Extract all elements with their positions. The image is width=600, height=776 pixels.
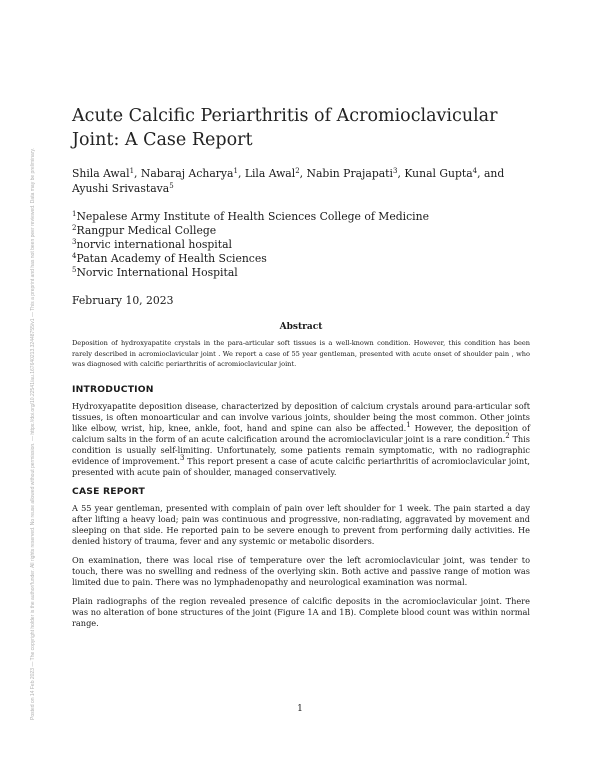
abstract-heading: Abstract <box>279 322 323 332</box>
paper-content <box>72 104 530 637</box>
affiliation-text: norvic international hospital <box>76 238 232 251</box>
affiliation <box>72 266 530 280</box>
affiliation <box>72 238 530 252</box>
affiliation-text: Patan Academy of Health Sciences <box>76 252 267 265</box>
affiliation-list <box>72 210 530 280</box>
affiliation <box>72 252 530 266</box>
paper-title: Acute Calcific Periarthritis of Acromioclavicular Joint: A Case Report <box>72 106 498 150</box>
intro-text: Hydroxyapatite deposition disease, characterized by deposition of calcium crystals around para-articular soft tissues, is often monoarticular and can involve various joints, shoulder being the most common. Other joints like elbow, wrist, hip, knee, ankle, foot, hand and spine can also be affected. <box>72 400 530 433</box>
affiliation-sup: 4 <box>72 252 77 260</box>
affiliation-sup: 5 <box>72 266 77 274</box>
author: Shila Awal <box>72 167 130 180</box>
intro-paragraph <box>72 401 530 478</box>
intro-text: However, the deposition of calcium salts in the form of an acute calcification around the acromioclavicular joint is a rare condition. <box>72 422 530 444</box>
author: Nabaraj Acharya <box>140 167 234 180</box>
affiliation-text: Rangpur Medical College <box>76 224 217 237</box>
affiliation-text: Norvic International Hospital <box>76 266 238 279</box>
publication-date: February 10, 2023 <box>72 294 174 307</box>
section-heading-introduction: INTRODUCTION <box>72 383 154 395</box>
author-sup: 5 <box>169 182 174 190</box>
affiliation-sup: 2 <box>72 224 77 232</box>
author-sup: 1 <box>129 167 135 175</box>
author: Lila Awal <box>244 167 296 180</box>
affiliation <box>72 210 530 224</box>
author: Ayushi Srivastava <box>72 182 170 195</box>
page-number: 1 <box>297 704 303 714</box>
author-sup: 4 <box>472 167 478 175</box>
author-sup: 1 <box>233 167 238 175</box>
author-sup: 2 <box>295 167 300 175</box>
affiliation-sup: 1 <box>72 210 77 218</box>
affiliation <box>72 224 530 238</box>
intro-text: This report present a case of acute calcific periarthritis of acromioclavicular joint, presented with acute pain of shoulder, managed conservatively. <box>72 455 530 477</box>
case-paragraph: Plain radiographs of the region revealed presence of calcific deposits in the acromioclavicular joint. There was no alteration of bone structures of the joint (Figure 1A and 1B). Complete blood count was within normal range. <box>72 595 530 628</box>
citation-sup: 1 <box>406 420 411 429</box>
affiliation-sup: 3 <box>72 238 77 246</box>
citation-sup: 2 <box>505 431 510 440</box>
author: Kunal Gupta <box>404 167 473 180</box>
citation-sup: 3 <box>180 453 185 462</box>
preprint-sidebar-text: Posted on 14 Feb 2023 — The copyright holder is the author/funder. All rights reserved. No reuse allowed without permission. — https://doi.org/10.22541/au.167640213.32448755/v1 — This a preprint and has not been peer reviewed. Data may be preliminary. <box>30 147 36 720</box>
case-paragraph: On examination, there was local rise of temperature over the left acromioclavicular joint, was tender to touch, there was no swelling and redness of the overlying skin. Both active and passive range of motion was limited due to pain. There was no lymphadenopathy and neurological examination was normal. <box>72 554 530 587</box>
section-heading-case-report: CASE REPORT <box>72 485 145 497</box>
intro-text: This condition is usually self-limiting. Unfortunately, some patients remain symptomatic, with no radiographic evidence of improvement. <box>72 433 530 466</box>
author-sup: 3 <box>392 167 398 175</box>
abstract-body: Deposition of hydroxyapatite crystals in the para-articular soft tissues is a well-known condition. However, this condition has been rarely described in acromioclavicular joint . We report a case of 55 year gentleman, presented with acute onset of shoulder pain , who was diagnosed with calcific periarthritis of acromioclavicular joint. <box>72 339 530 368</box>
author: Nabin Prajapati <box>306 167 393 180</box>
affiliation-text: Nepalese Army Institute of Health Sciences College of Medicine <box>76 210 429 223</box>
author-list: Shila Awal$^1$, Nabaraj Acharya$^1$, Lila Awal$^2$, Nabin Prajapati$^3$, Kunal Gupta$^4$, and Ayushi Srivastava$^5$ <box>72 167 505 195</box>
case-paragraph: A 55 year gentleman, presented with complain of pain over left shoulder for 1 week. The pain started a day after lifting a heavy load; pain was continuous and progressive, non-radiating, aggravated by movement and sleeping on that side. He reported pain to be severe enough to prevent from performing daily activities. He denied history of trauma, fever and any systemic or metabolic disorders. <box>72 502 530 546</box>
preprint-sidebar <box>30 80 44 720</box>
